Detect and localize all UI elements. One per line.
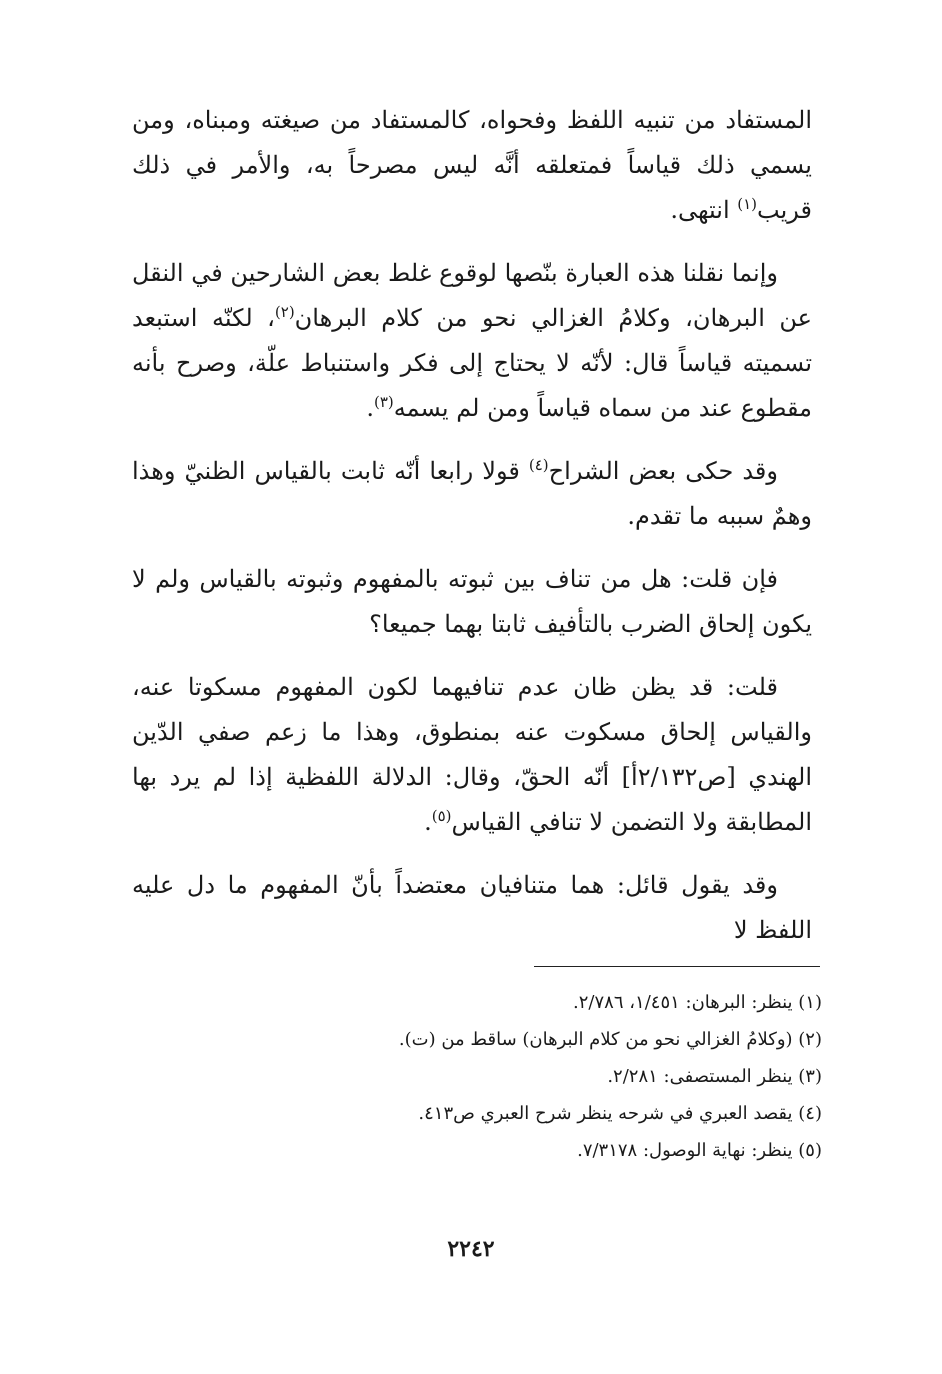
footnote-ref-4[interactable]: (٤) xyxy=(528,456,549,474)
main-text xyxy=(132,98,812,971)
paragraph-5: قلت: قد يظن ظان عدم تنافيهما لكون المفهوم مسكوتا عنه، والقياس إلحاق مسكوت عنه بمنطوق، وهذا ما زعم صفي الدّين الهندي [ص٢/١٣٢أ] أنّه الحقّ، وقال: الدلالة اللفظية إذا لم يرد بها المطابقة ولا التضمن لا تنافي القياس$^{(٥)}$. xyxy=(132,673,812,836)
footnote-2: (٢) (وكلامُ الغزالي نحو من كلام البرهان) ساقط من (ت). xyxy=(398,1029,822,1050)
footnote-4: (٤) يقصد العبري في شرحه ينظر شرح العبري ص٤١٣. xyxy=(418,1103,822,1124)
page-number: ٢٢٤٢ xyxy=(447,1236,495,1262)
footnote-ref-3[interactable]: (٣) xyxy=(373,393,394,411)
paragraph-3: وقد حكى بعض الشراح$^{(٤)}$ قولا رابعا أنّه ثابت بالقياس الظنيّ وهذا وهمٌ سببه ما تقدم. xyxy=(132,456,812,530)
footnote-3: (٣) ينظر المستصفى: ٢/٢٨١. xyxy=(607,1066,822,1087)
footnote-ref-5[interactable]: (٥) xyxy=(431,807,452,825)
footnote-5: (٥) ينظر: نهاية الوصول: ٧/٣١٧٨. xyxy=(577,1140,822,1161)
footnotes xyxy=(132,986,822,1171)
paragraph-4: فإن قلت: هل من تناف بين ثبوته بالمفهوم وثبوته بالقياس ولم لا يكون إلحاق الضرب بالتأفيف ثابتا بهما جميعا؟ xyxy=(132,565,812,638)
paragraph-1: المستفاد من تنبيه اللفظ وفحواه، كالمستفاد من صيغته ومبناه، ومن يسمي ذلك قياساً فمتعلقه أنَّه ليس مصرحاً به، والأمر في ذلك قريب$^{(١)}$ انتهى. xyxy=(132,106,812,224)
footnote-1: (١) ينظر: البرهان: ١/٤٥١، ٢/٧٨٦. xyxy=(573,992,822,1013)
footnote-ref-2[interactable]: (٢) xyxy=(274,303,295,321)
paragraph-6: وقد يقول قائل: هما متنافيان معتضداً بأنّ المفهوم ما دل عليه اللفظ لا xyxy=(132,871,812,944)
footnote-separator xyxy=(534,966,820,967)
paragraph-2: وإنما نقلنا هذه العبارة بنّصها لوقوع غلط بعض الشارحين في النقل عن البرهان، وكلامُ الغزالي نحو من كلام البرهان$^{(٢)}$، لكنّه استبعد تسميته قياساً قال: لأنّه لا يحتاج إلى فكر واستنباط علّة، وصرح بأنه مقطوع عند من سماه قياساً ومن لم يسمه$^{(٣)}$. xyxy=(132,259,812,422)
footnote-ref-1[interactable]: (١) xyxy=(737,195,758,213)
